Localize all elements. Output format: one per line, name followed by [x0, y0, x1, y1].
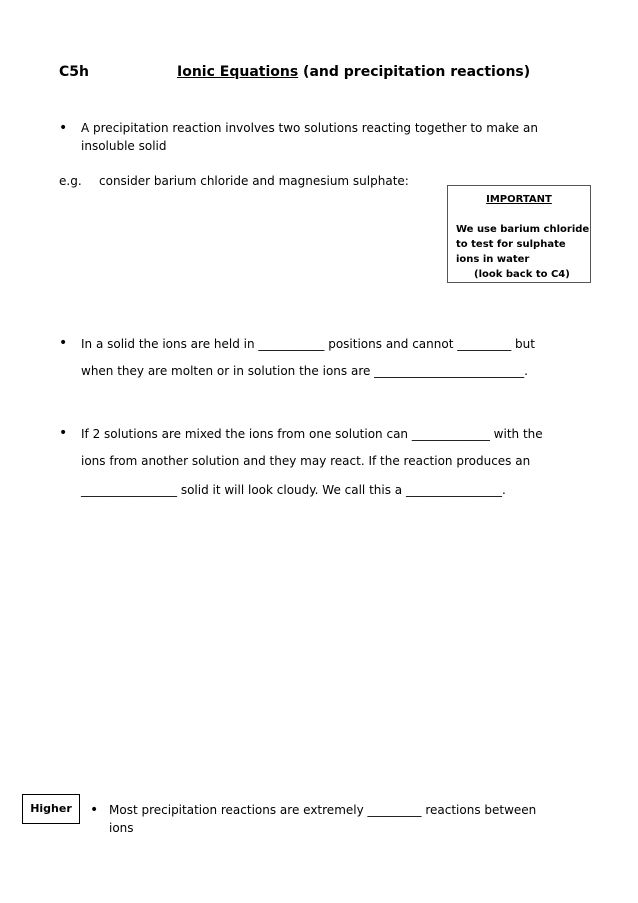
bullet-icon: •	[59, 335, 68, 351]
section2-line-2: ions from another solution and they may react. If the reaction produces an	[81, 454, 531, 468]
title-rest: (and precipitation reactions)	[298, 64, 531, 80]
section2-line-1: If 2 solutions are mixed the ions from one solution can _____________ with the	[81, 427, 543, 441]
bullet-icon: •	[59, 120, 68, 136]
intro-line-2: insoluble solid	[81, 139, 167, 153]
important-line-2: to test for sulphate	[456, 239, 566, 250]
intro-line-1: A precipitation reaction involves two solutions reacting together to make an	[81, 121, 538, 135]
important-box	[447, 185, 591, 283]
title-underlined: Ionic Equations	[177, 64, 299, 80]
example-text: consider barium chloride and magnesium sulphate:	[99, 174, 409, 188]
higher-badge: Higher	[22, 794, 80, 824]
section1-line-1: In a solid the ions are held in ___________ positions and cannot _________ but	[81, 337, 535, 351]
important-line-4: (look back to C4)	[474, 269, 570, 280]
important-line-1: We use barium chloride	[456, 224, 590, 235]
example-prefix: e.g.	[59, 174, 82, 188]
higher-line-1: Most precipitation reactions are extremely _________ reactions between	[109, 803, 537, 817]
important-heading: IMPORTANT	[486, 194, 552, 205]
section2-line-3: ________________ solid it will look cloudy. We call this a ________________.	[81, 483, 506, 497]
bullet-icon: •	[59, 425, 68, 441]
unit-code: C5h	[59, 64, 89, 80]
important-line-3: ions in water	[456, 254, 530, 265]
bullet-icon: •	[90, 802, 99, 818]
section1-line-2: when they are molten or in solution the ions are _________________________.	[81, 364, 528, 378]
page-title	[177, 64, 530, 80]
higher-line-2: ions	[109, 821, 134, 835]
